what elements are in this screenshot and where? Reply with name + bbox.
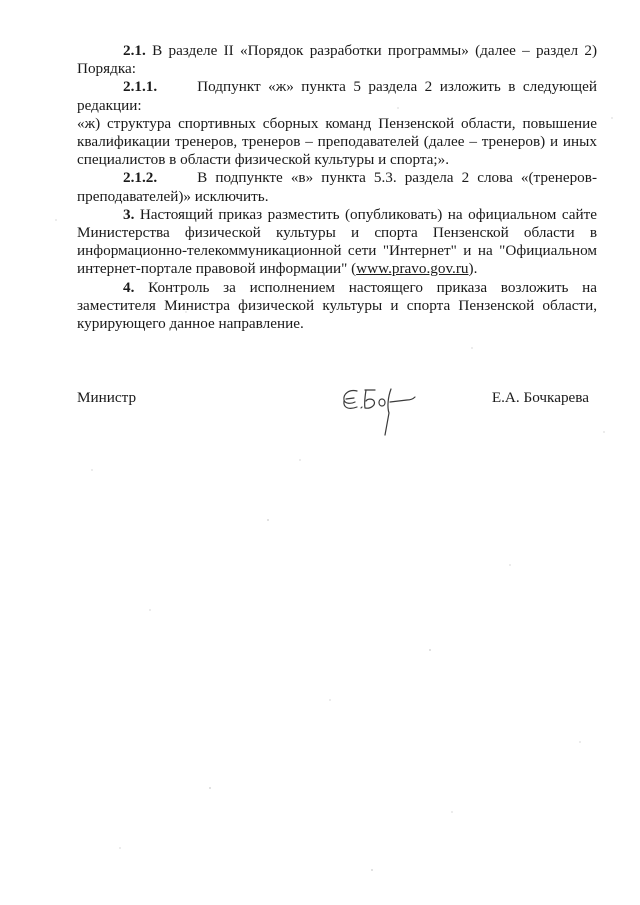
paragraph-text: Контроль за исполнением настоящего приказа возложить на заместителя Министра физической культуры и спорта Пензенской области, курирующего данное направление. (77, 278, 597, 333)
document-body (77, 42, 597, 333)
signature-block (77, 389, 597, 449)
signatory-title: Министр (77, 389, 137, 406)
paragraph-2-1 (77, 42, 597, 78)
pravo-gov-link[interactable]: www.pravo.gov.ru (356, 260, 469, 278)
paragraph-2-1-2 (77, 169, 597, 205)
paragraph-number: 3. (123, 205, 135, 223)
paragraph-2-1-1 (77, 78, 597, 114)
paragraph-number: 4. (123, 278, 135, 296)
paragraph-text: Подпункт «ж» пункта 5 раздела 2 изложить в следующей редакции: (77, 78, 597, 114)
paragraph-number: 2.1. (123, 42, 146, 59)
paragraph-text: Настоящий приказ разместить (опубликовать) на официальном сайте Министерства физической культуры и спорта Пензенской области в информационно-телекоммуникационной сети "Интернет" и на "Официальном интернет-портале правовой информации" ( (77, 205, 597, 278)
paragraph-3 (77, 206, 597, 279)
paragraph-text-end: ). (468, 260, 478, 278)
handwritten-signature (335, 377, 425, 437)
paragraph-4 (77, 279, 597, 334)
paragraph-quoted-text (77, 115, 597, 170)
paragraph-text: «ж) структура спортивных сборных команд Пензенской области, повышение квалификации тренеров, тренеров – преподавателей (далее – тренеров) и иных специалистов в области физической культуры и спорта;». (77, 114, 597, 169)
paragraph-text: В подпункте «в» пункта 5.3. раздела 2 слова «(тренеров-преподавателей)» исключить. (77, 169, 597, 205)
paragraph-text: В разделе II «Порядок разработки программы» (далее – раздел 2) Порядка: (77, 42, 597, 78)
signatory-name: Е.А. Бочкарева (491, 389, 589, 406)
paragraph-number: 2.1.2. (123, 169, 158, 187)
paragraph-number: 2.1.1. (123, 78, 158, 96)
